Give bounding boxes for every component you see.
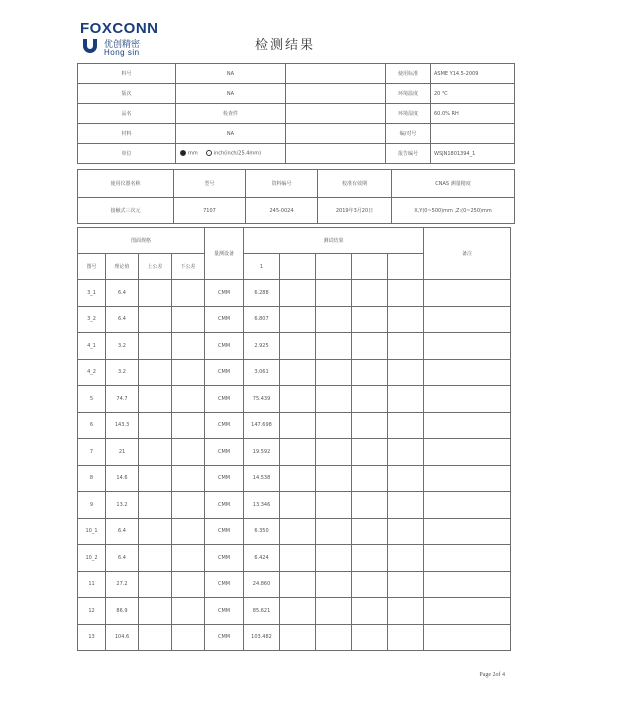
row-method: CMM [205,465,244,492]
row-remarks [424,439,511,466]
row-nominal: 3.2 [106,333,139,360]
row-result-empty [352,386,388,413]
row-result: 6.807 [244,306,280,333]
equipment-accuracy: X,Y(0~500)mm ,Z:(0~250)mm [392,198,515,224]
logo-cn: 优创精密 [104,40,141,50]
row-lower-tol [172,412,205,439]
info-label-right: 报告编号 [386,144,431,164]
row-remarks [424,624,511,651]
row-lower-tol [172,280,205,307]
sample-empty-header [388,254,424,280]
row-result-empty [388,571,424,598]
row-upper-tol [139,280,172,307]
row-no: 8 [78,465,106,492]
row-result-empty [316,306,352,333]
row-result-empty [316,624,352,651]
unit-inch-label: inch(inch/25.4mm) [213,150,262,157]
unit-options [176,144,286,164]
row-lower-tol [172,598,205,625]
row-upper-tol [139,624,172,651]
row-no: 3_1 [78,280,106,307]
row-result-empty [388,518,424,545]
sample-1-header: 1 [244,254,280,280]
row-no: 13 [78,624,106,651]
row-result: 19.592 [244,439,280,466]
equipment-name: 接触式三次元 [78,198,174,224]
row-result-empty [388,412,424,439]
table-row [78,571,511,598]
row-remarks [424,386,511,413]
row-result-empty [352,624,388,651]
row-lower-tol [172,492,205,519]
row-result-empty [316,492,352,519]
col-lower-tol: 下公差 [172,254,205,280]
row-nominal: 6.4 [106,306,139,333]
equipment-header-calibration: 校准有效期 [318,170,392,198]
table-row [78,465,511,492]
row-upper-tol [139,412,172,439]
row-lower-tol [172,306,205,333]
info-row [78,84,515,104]
row-nominal: 13.2 [106,492,139,519]
row-result-empty [316,465,352,492]
row-result-empty [280,465,316,492]
row-remarks [424,518,511,545]
table-row [78,598,511,625]
row-no: 4_2 [78,359,106,386]
info-label-left: 版次 [78,84,176,104]
row-result: 75.439 [244,386,280,413]
equipment-model: 7107 [174,198,246,224]
row-method: CMM [205,359,244,386]
row-result-empty [316,571,352,598]
row-nominal: 27.2 [106,571,139,598]
row-remarks [424,571,511,598]
row-result: 103.482 [244,624,280,651]
row-remarks [424,280,511,307]
row-result-empty [316,359,352,386]
page-number: Page 2of 4 [479,672,505,678]
row-method: CMM [205,386,244,413]
row-upper-tol [139,545,172,572]
row-result-empty [388,280,424,307]
table-row [78,518,511,545]
row-nominal: 6.4 [106,280,139,307]
row-method: CMM [205,492,244,519]
row-lower-tol [172,386,205,413]
row-no: 11 [78,571,106,598]
row-result-empty [388,492,424,519]
row-no: 6 [78,412,106,439]
row-result-empty [388,306,424,333]
row-remarks [424,465,511,492]
info-label-right: 环境湿度 [386,104,431,124]
row-lower-tol [172,624,205,651]
row-result: 3.061 [244,359,280,386]
row-result-empty [352,598,388,625]
info-label-right: 环境温度 [386,84,431,104]
row-nominal: 3.2 [106,359,139,386]
table-row [78,280,511,307]
row-no: 9 [78,492,106,519]
col-nominal: 理论值 [106,254,139,280]
row-method: CMM [205,333,244,360]
info-value-right [431,124,515,144]
table-row [78,333,511,360]
row-method: CMM [205,571,244,598]
row-lower-tol [172,571,205,598]
row-result-empty [280,412,316,439]
row-result-empty [388,624,424,651]
info-label-left: 材料 [78,124,176,144]
row-no: 4_1 [78,333,106,360]
equipment-table [77,169,515,224]
company-logo [80,20,180,60]
row-result-empty [388,439,424,466]
row-result: 6.288 [244,280,280,307]
row-upper-tol [139,492,172,519]
row-result-empty [388,359,424,386]
row-result-empty [352,333,388,360]
info-value-right: 20 ℃ [431,84,515,104]
info-row [78,64,515,84]
sample-empty-header [352,254,388,280]
row-result-empty [316,386,352,413]
row-result: 147.698 [244,412,280,439]
row-result-empty [316,545,352,572]
row-no: 5 [78,386,106,413]
row-result-empty [316,412,352,439]
page-title: 检测结果 [255,38,316,53]
row-lower-tol [172,359,205,386]
row-result-empty [352,306,388,333]
info-value-left: 检查件 [176,104,286,124]
info-spacer [286,124,386,144]
info-label-left: 单位 [78,144,176,164]
info-value-right: 60.0% RH [431,104,515,124]
row-result: 13.346 [244,492,280,519]
row-result-empty [316,439,352,466]
equipment-id: 245-0024 [246,198,318,224]
row-result: 6.350 [244,518,280,545]
row-result-empty [280,306,316,333]
row-nominal: 74.7 [106,386,139,413]
method-header: 量测设备 [205,228,244,280]
table-row [78,359,511,386]
row-result: 2.925 [244,333,280,360]
equipment-header-accuracy: CNAS 测量精度 [392,170,515,198]
table-row [78,412,511,439]
spec-group-header: 图面规格 [78,228,205,254]
table-row [78,624,511,651]
info-value-left: NA [176,84,286,104]
equipment-header-id: 资料编号 [246,170,318,198]
row-result-empty [388,333,424,360]
row-method: CMM [205,518,244,545]
row-method: CMM [205,412,244,439]
row-lower-tol [172,518,205,545]
row-upper-tol [139,571,172,598]
radio-mm-icon[interactable] [180,150,186,156]
row-result-empty [352,492,388,519]
row-nominal: 14.6 [106,465,139,492]
row-upper-tol [139,598,172,625]
equipment-calibration: 2019年3月20日 [318,198,392,224]
row-result: 24.860 [244,571,280,598]
row-result-empty [352,359,388,386]
row-result-empty [388,545,424,572]
row-lower-tol [172,439,205,466]
col-no: 图号 [78,254,106,280]
table-row [78,545,511,572]
row-result-empty [352,412,388,439]
row-result-empty [352,518,388,545]
row-nominal: 104.6 [106,624,139,651]
row-remarks [424,359,511,386]
row-nominal: 6.4 [106,545,139,572]
row-method: CMM [205,306,244,333]
info-value-right: WSJN1801394_1 [431,144,515,164]
foxconn-u-icon [81,37,99,55]
measurement-table [77,227,511,651]
row-upper-tol [139,333,172,360]
row-method: CMM [205,624,244,651]
row-result-empty [388,386,424,413]
row-remarks [424,545,511,572]
unit-mm-label: mm [188,150,198,157]
table-row [78,386,511,413]
sample-empty-header [280,254,316,280]
row-result-empty [280,518,316,545]
row-upper-tol [139,359,172,386]
info-label-right: 使用标准 [386,64,431,84]
row-no: 7 [78,439,106,466]
row-nominal: 143.3 [106,412,139,439]
row-result-empty [280,492,316,519]
row-remarks [424,412,511,439]
row-nominal: 21 [106,439,139,466]
row-no: 10_2 [78,545,106,572]
row-remarks [424,492,511,519]
row-result: 85.621 [244,598,280,625]
info-spacer [286,144,386,164]
row-lower-tol [172,545,205,572]
row-result-empty [280,598,316,625]
row-method: CMM [205,280,244,307]
info-value-left: NA [176,64,286,84]
row-result-empty [280,333,316,360]
row-result-empty [316,333,352,360]
row-result-empty [388,598,424,625]
table-row [78,439,511,466]
info-value-left: NA [176,124,286,144]
row-nominal: 6.4 [106,518,139,545]
row-no: 3_2 [78,306,106,333]
row-upper-tol [139,439,172,466]
radio-inch-icon[interactable] [206,150,212,156]
row-result-empty [280,571,316,598]
row-result-empty [352,545,388,572]
row-upper-tol [139,386,172,413]
remarks-header: 备注 [424,228,511,280]
table-row [78,306,511,333]
info-row [78,104,515,124]
row-remarks [424,333,511,360]
row-result-empty [352,280,388,307]
info-spacer [286,84,386,104]
row-result-empty [280,439,316,466]
row-method: CMM [205,598,244,625]
row-result-empty [280,624,316,651]
row-result-empty [316,280,352,307]
row-result-empty [280,386,316,413]
row-no: 12 [78,598,106,625]
equipment-header-model: 型号 [174,170,246,198]
row-result-empty [352,571,388,598]
row-result-empty [388,465,424,492]
row-result-empty [352,439,388,466]
info-label-right: 编/对号 [386,124,431,144]
row-lower-tol [172,465,205,492]
row-method: CMM [205,545,244,572]
row-method: CMM [205,439,244,466]
row-upper-tol [139,306,172,333]
row-result-empty [280,359,316,386]
info-label-left: 料号 [78,64,176,84]
results-header: 测试结果 [244,228,424,254]
info-spacer [286,104,386,124]
row-no: 10_1 [78,518,106,545]
row-upper-tol [139,518,172,545]
row-result-empty [352,465,388,492]
info-label-left: 品名 [78,104,176,124]
row-lower-tol [172,333,205,360]
row-result-empty [280,280,316,307]
logo-en: Hong sin [104,48,140,57]
row-result-empty [280,545,316,572]
info-row [78,124,515,144]
row-result-empty [316,518,352,545]
info-spacer [286,64,386,84]
logo-brand: FOXCONN [80,20,159,37]
row-nominal: 86.9 [106,598,139,625]
sample-empty-header [316,254,352,280]
table-row [78,492,511,519]
equipment-header-name: 使用仪器名称 [78,170,174,198]
row-result: 14.538 [244,465,280,492]
info-value-right: ASME Y14.5-2009 [431,64,515,84]
info-row [78,144,515,164]
row-remarks [424,306,511,333]
row-result: 6.424 [244,545,280,572]
row-upper-tol [139,465,172,492]
info-table [77,63,515,164]
col-upper-tol: 上公差 [139,254,172,280]
row-remarks [424,598,511,625]
row-result-empty [316,598,352,625]
